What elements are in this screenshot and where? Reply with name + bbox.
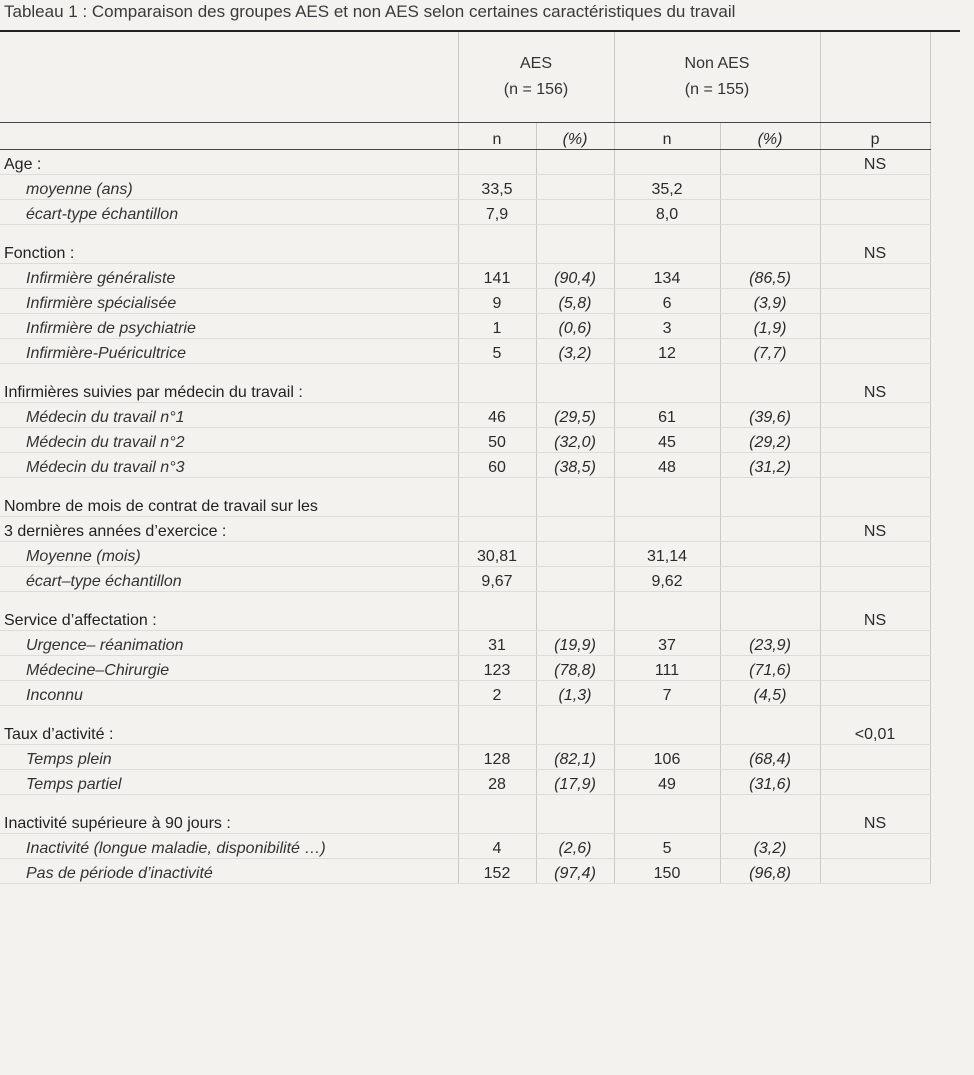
aes-n: 152: [458, 859, 536, 884]
section-row-service: [0, 606, 930, 631]
table-row: [0, 567, 930, 592]
aes-pct: (5,8): [536, 289, 614, 314]
non-aes-n: 3: [614, 314, 720, 339]
non-aes-pct: [720, 567, 820, 592]
aes-n: 141: [458, 264, 536, 289]
aes-label: AES: [520, 55, 553, 72]
row-label: Infirmière-Puéricultrice: [0, 339, 458, 364]
row-label: Infirmière généraliste: [0, 264, 458, 289]
non-aes-pct: [720, 200, 820, 225]
section-row-contrat-line1: [0, 492, 930, 517]
non-aes-n: 61: [614, 403, 720, 428]
non-aes-n: 150: [614, 859, 720, 884]
row-label: Médecin du travail n°3: [0, 453, 458, 478]
p-value: NS: [820, 378, 930, 403]
non-aes-pct: (68,4): [720, 745, 820, 770]
aes-n: 31: [458, 631, 536, 656]
non-aes-sample-size: (n = 155): [684, 81, 750, 98]
non-aes-pct: (29,2): [720, 428, 820, 453]
non-aes-n: 134: [614, 264, 720, 289]
non-aes-pct: (4,5): [720, 681, 820, 706]
table-row: [0, 339, 930, 364]
section-row-medecin: [0, 378, 930, 403]
aes-pct: (32,0): [536, 428, 614, 453]
table-row: [0, 200, 930, 225]
p-value: NS: [820, 517, 930, 542]
aes-pct: (97,4): [536, 859, 614, 884]
section-row-inactivite: [0, 809, 930, 834]
row-label: moyenne (ans): [0, 175, 458, 200]
aes-n: 46: [458, 403, 536, 428]
non-aes-n: 45: [614, 428, 720, 453]
section-row-age: [0, 150, 930, 175]
row-label: Inconnu: [0, 681, 458, 706]
non-aes-n: 106: [614, 745, 720, 770]
non-aes-pct: (1,9): [720, 314, 820, 339]
section-label: Inactivité supérieure à 90 jours :: [0, 809, 458, 834]
section-label: Taux d’activité :: [0, 720, 458, 745]
section-label: Service d’affectation :: [0, 606, 458, 631]
aes-group-header: [458, 32, 614, 123]
col-non-aes-n: n: [614, 123, 720, 150]
non-aes-pct: [720, 175, 820, 200]
aes-n: 9,67: [458, 567, 536, 592]
row-label: Infirmière spécialisée: [0, 289, 458, 314]
non-aes-n: 111: [614, 656, 720, 681]
section-label: Nombre de mois de contrat de travail sur les: [0, 492, 458, 517]
aes-pct: (78,8): [536, 656, 614, 681]
aes-n: 9: [458, 289, 536, 314]
non-aes-label: Non AES: [684, 55, 750, 72]
non-aes-group-header: [614, 32, 820, 123]
group-header-row: [0, 32, 930, 123]
section-label: Fonction :: [0, 239, 458, 264]
table-title: Tableau 1 : Comparaison des groupes AES et non AES selon certaines caractéristiques du travail: [4, 2, 736, 21]
aes-n: 4: [458, 834, 536, 859]
header-p-empty: [820, 32, 930, 123]
aes-pct: (3,2): [536, 339, 614, 364]
row-label: Médecin du travail n°2: [0, 428, 458, 453]
aes-pct: (38,5): [536, 453, 614, 478]
aes-n: 1: [458, 314, 536, 339]
aes-pct: (0,6): [536, 314, 614, 339]
non-aes-pct: (3,9): [720, 289, 820, 314]
p-value: NS: [820, 809, 930, 834]
row-label: Temps partiel: [0, 770, 458, 795]
non-aes-n: 49: [614, 770, 720, 795]
header-empty-cell: [0, 32, 458, 123]
non-aes-n: 5: [614, 834, 720, 859]
non-aes-n: 48: [614, 453, 720, 478]
aes-n: 28: [458, 770, 536, 795]
row-label: Médecin du travail n°1: [0, 403, 458, 428]
non-aes-pct: (39,6): [720, 403, 820, 428]
non-aes-pct: (31,6): [720, 770, 820, 795]
aes-n: 2: [458, 681, 536, 706]
row-label: Médecine–Chirurgie: [0, 656, 458, 681]
table-row: [0, 656, 930, 681]
non-aes-n: 8,0: [614, 200, 720, 225]
column-header-row: [0, 123, 930, 150]
non-aes-pct: (3,2): [720, 834, 820, 859]
table-row: [0, 403, 930, 428]
non-aes-pct: (96,8): [720, 859, 820, 884]
non-aes-n: 31,14: [614, 542, 720, 567]
aes-pct: [536, 175, 614, 200]
p-value: NS: [820, 606, 930, 631]
aes-n: 128: [458, 745, 536, 770]
aes-n: 30,81: [458, 542, 536, 567]
table-row: [0, 264, 930, 289]
table-row: [0, 770, 930, 795]
aes-sample-size: (n = 156): [503, 81, 569, 98]
row-label: Moyenne (mois): [0, 542, 458, 567]
table-row: [0, 631, 930, 656]
row-label: Pas de période d’inactivité: [0, 859, 458, 884]
non-aes-n: 12: [614, 339, 720, 364]
non-aes-pct: (31,2): [720, 453, 820, 478]
row-label: Infirmière de psychiatrie: [0, 314, 458, 339]
non-aes-n: 35,2: [614, 175, 720, 200]
non-aes-n: 37: [614, 631, 720, 656]
section-label: 3 dernières années d’exercice :: [0, 517, 458, 542]
table-row: [0, 859, 930, 884]
aes-pct: (2,6): [536, 834, 614, 859]
non-aes-pct: (7,7): [720, 339, 820, 364]
table-row: [0, 745, 930, 770]
aes-pct: (1,3): [536, 681, 614, 706]
row-label: Inactivité (longue maladie, disponibilité …): [0, 834, 458, 859]
non-aes-pct: (86,5): [720, 264, 820, 289]
p-value: NS: [820, 150, 930, 175]
non-aes-n: 6: [614, 289, 720, 314]
row-label: écart–type échantillon: [0, 567, 458, 592]
table-row: [0, 681, 930, 706]
non-aes-pct: (23,9): [720, 631, 820, 656]
aes-n: 123: [458, 656, 536, 681]
aes-n: 50: [458, 428, 536, 453]
non-aes-pct: [720, 542, 820, 567]
section-row-contrat-line2: [0, 517, 930, 542]
col-aes-n: n: [458, 123, 536, 150]
table-row: [0, 175, 930, 200]
row-label: Urgence– réanimation: [0, 631, 458, 656]
aes-n: 5: [458, 339, 536, 364]
table-row: [0, 542, 930, 567]
subheader-empty-cell: [0, 123, 458, 150]
aes-pct: (17,9): [536, 770, 614, 795]
aes-pct: [536, 567, 614, 592]
aes-pct: (82,1): [536, 745, 614, 770]
aes-pct: (19,9): [536, 631, 614, 656]
row-label: Temps plein: [0, 745, 458, 770]
section-row-activite: [0, 720, 930, 745]
aes-n: 60: [458, 453, 536, 478]
row-label: écart-type échantillon: [0, 200, 458, 225]
section-label: Age :: [0, 150, 458, 175]
aes-pct: [536, 200, 614, 225]
col-aes-pct: (%): [536, 123, 614, 150]
comparison-table: [0, 32, 931, 884]
aes-pct: [536, 542, 614, 567]
p-value: <0,01: [820, 720, 930, 745]
p-value: NS: [820, 239, 930, 264]
aes-n: 33,5: [458, 175, 536, 200]
table-row: [0, 289, 930, 314]
table-row: [0, 834, 930, 859]
table-row: [0, 428, 930, 453]
section-row-fonction: [0, 239, 930, 264]
aes-pct: (29,5): [536, 403, 614, 428]
aes-n: 7,9: [458, 200, 536, 225]
col-non-aes-pct: (%): [720, 123, 820, 150]
col-p: p: [820, 123, 930, 150]
table-row: [0, 314, 930, 339]
table-row: [0, 453, 930, 478]
aes-pct: (90,4): [536, 264, 614, 289]
non-aes-n: 7: [614, 681, 720, 706]
section-label: Infirmières suivies par médecin du travail :: [0, 378, 458, 403]
non-aes-pct: (71,6): [720, 656, 820, 681]
non-aes-n: 9,62: [614, 567, 720, 592]
